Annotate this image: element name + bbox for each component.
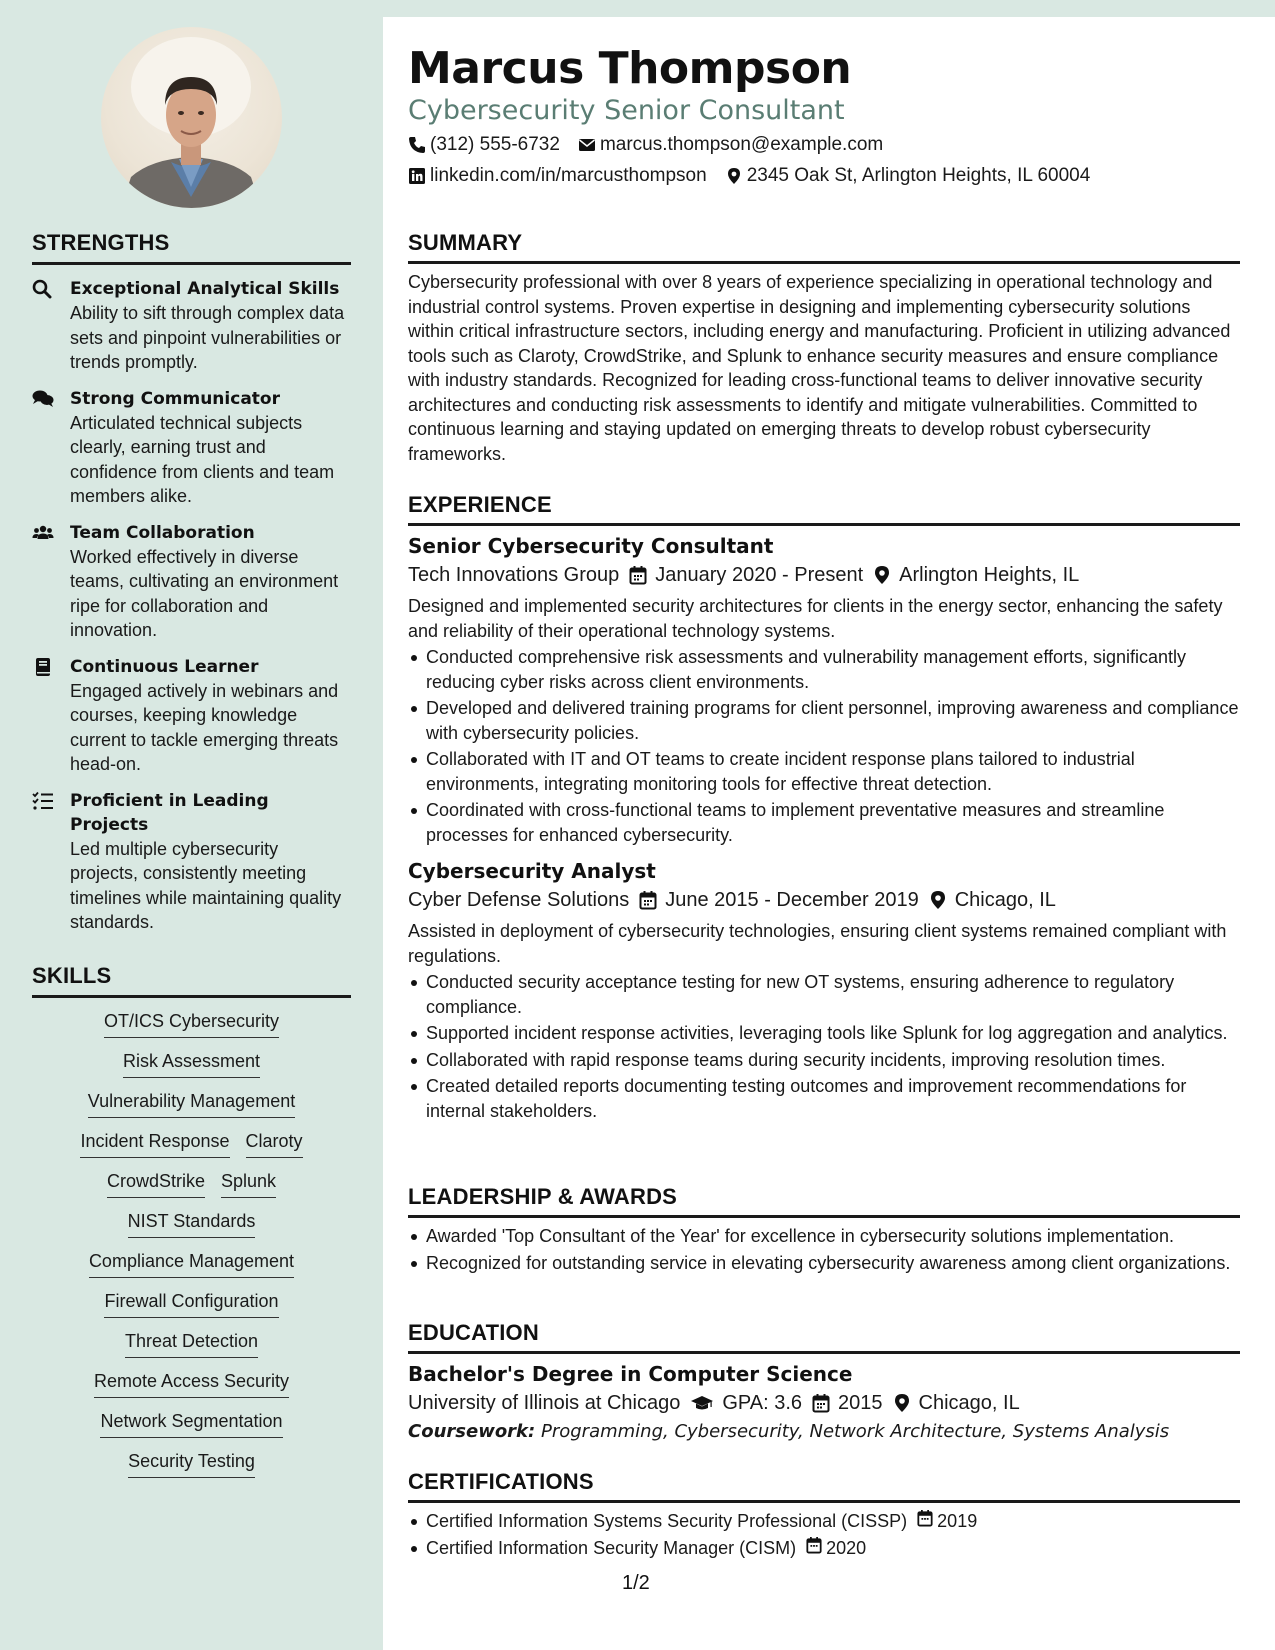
strength-title: Team Collaboration xyxy=(70,522,255,543)
strength-item xyxy=(32,387,351,509)
location-pin-icon xyxy=(893,1393,911,1413)
strength-desc: Worked effectively in diverse teams, cultivating an environment ripe for collaboration and innovation. xyxy=(70,546,339,640)
strength-desc: Articulated technical subjects clearly, earning trust and confidence from clients and team members alike. xyxy=(70,412,335,506)
certifications-heading: CERTIFICATIONS xyxy=(408,1469,1240,1503)
strength-desc: Led multiple cybersecurity projects, consistently meeting timelines while maintaining quality standards. xyxy=(70,838,342,932)
linkedin-contact[interactable] xyxy=(408,165,707,187)
experience-heading: EXPERIENCE xyxy=(408,492,1240,526)
skills-list xyxy=(32,1009,351,1478)
strengths-heading: STRENGTHS xyxy=(32,230,351,265)
calendar-icon xyxy=(806,1536,822,1561)
certifications-section xyxy=(408,1469,1240,1560)
award-item: Awarded 'Top Consultant of the Year' for excellence in cybersecurity solutions implementation. xyxy=(408,1224,1240,1249)
strength-item xyxy=(32,277,351,375)
certifications-list xyxy=(408,1509,1240,1560)
coursework xyxy=(408,1418,1240,1446)
job-location xyxy=(873,560,1079,590)
coursework-text: Programming, Cybersecurity, Network Architecture, Systems Analysis xyxy=(540,1421,1170,1442)
address-text: 2345 Oak St, Arlington Heights, IL 60004 xyxy=(746,165,1091,186)
leadership-section xyxy=(408,1184,1240,1275)
location-pin-icon xyxy=(929,890,947,910)
education-heading: EDUCATION xyxy=(408,1320,1240,1354)
graduation-year xyxy=(812,1388,883,1418)
job-bullet: Coordinated with cross-functional teams to implement preventative measures and streamline processes for enhanced cybersecurity. xyxy=(408,798,1240,847)
strength-desc: Ability to sift through complex data sets and pinpoint vulnerabilities or trends promptly. xyxy=(70,303,345,372)
company-name: Cyber Defense Solutions xyxy=(408,889,630,911)
job-location-text: Arlington Heights, IL xyxy=(899,564,1080,586)
sidebar xyxy=(0,0,383,1650)
skill-tag: Threat Detection xyxy=(125,1329,258,1358)
company-name: Tech Innovations Group xyxy=(408,564,620,586)
education-location-text: Chicago, IL xyxy=(918,1392,1020,1414)
envelope-icon xyxy=(578,136,596,154)
certification-item xyxy=(408,1536,1240,1561)
award-item: Recognized for outstanding service in elevating cybersecurity awareness among client organizations. xyxy=(408,1251,1240,1276)
phone-contact xyxy=(408,134,560,156)
job-bullets xyxy=(408,970,1240,1123)
skill-tag: Security Testing xyxy=(128,1449,255,1478)
experience-section xyxy=(408,492,1240,1123)
job-title: Cybersecurity Analyst xyxy=(408,859,656,883)
job-bullet: Collaborated with IT and OT teams to create incident response plans tailored to industrial environments, integrating monitoring tools for effective threat detection. xyxy=(408,747,1240,796)
leadership-heading: LEADERSHIP & AWARDS xyxy=(408,1184,1240,1218)
checklist-icon xyxy=(32,791,54,811)
degree-title: Bachelor's Degree in Computer Science xyxy=(408,1362,853,1386)
job-description: Assisted in deployment of cybersecurity technologies, ensuring client systems remained compliant with regulations. xyxy=(408,921,1227,966)
skill-tag: Incident Response xyxy=(80,1129,229,1158)
certification-date xyxy=(917,1509,977,1534)
skill-tag: Risk Assessment xyxy=(123,1049,260,1078)
strength-item xyxy=(32,789,351,935)
year-text: 2015 xyxy=(838,1392,883,1414)
certification-year: 2019 xyxy=(937,1511,978,1531)
calendar-icon xyxy=(629,565,647,585)
strength-item xyxy=(32,655,351,777)
job-bullet: Conducted security acceptance testing for new OT systems, ensuring adherence to regulatory compliance. xyxy=(408,970,1240,1019)
certification-year: 2020 xyxy=(826,1537,867,1558)
skill-tag: Firewall Configuration xyxy=(104,1289,278,1318)
strength-item xyxy=(32,521,351,643)
skill-tag: Compliance Management xyxy=(89,1249,294,1278)
skill-tag: Claroty xyxy=(246,1129,303,1158)
strength-desc: Engaged actively in webinars and courses, keeping knowledge current to tackle emerging threats head-on. xyxy=(70,680,339,774)
page-number: 1/2 xyxy=(622,1572,650,1594)
strength-title: Exceptional Analytical Skills xyxy=(70,279,340,299)
summary-section xyxy=(408,230,1240,466)
people-group-icon xyxy=(32,523,54,543)
skills-section xyxy=(32,963,351,1478)
certification-item xyxy=(408,1509,1240,1534)
education-meta xyxy=(408,1388,1240,1418)
certification-name: Certified Information Systems Security Professional (CISSP) xyxy=(426,1511,908,1531)
profile-photo xyxy=(101,27,282,208)
search-icon xyxy=(32,279,54,299)
education-section xyxy=(408,1320,1240,1446)
leadership-list xyxy=(408,1224,1240,1275)
skill-tag: CrowdStrike xyxy=(107,1169,205,1198)
location-pin-icon xyxy=(873,565,891,585)
job-location xyxy=(929,885,1056,915)
strength-title: Proficient in Leading Projects xyxy=(70,790,269,835)
strengths-section xyxy=(32,230,351,935)
skills-heading: SKILLS xyxy=(32,963,351,998)
job-title: Senior Cybersecurity Consultant xyxy=(408,534,774,558)
job-entry xyxy=(408,532,1240,847)
job-bullet: Created detailed reports documenting testing outcomes and improvement recommendations for internal stakeholders. xyxy=(408,1074,1240,1123)
calendar-icon xyxy=(812,1393,830,1413)
job-dates xyxy=(639,885,919,915)
certification-date xyxy=(806,1536,866,1561)
email-text: marcus.thompson@example.com xyxy=(599,134,884,155)
summary-heading: SUMMARY xyxy=(408,230,1240,264)
education-location xyxy=(893,1388,1020,1418)
linkedin-icon xyxy=(408,167,426,185)
contact-line-1 xyxy=(408,134,883,156)
calendar-icon xyxy=(917,1509,933,1534)
skill-tag: OT/ICS Cybersecurity xyxy=(104,1009,279,1038)
skill-tag: Vulnerability Management xyxy=(88,1089,295,1118)
summary-text: Cybersecurity professional with over 8 years of experience specializing in operational technology and industrial control systems. Proven expertise in designing and implementing cybersecurity solutions within critical infrastructure sectors, including energy and manufacturing. Proficient in utilizing advanced tools such as Claroty, CrowdStrike, and Splunk to enhance security measures and ensure compliance with industry standards. Recognized for leading cross-functional teams to deliver innovative security architectures and conducting risk assessments to identify and mitigate vulnerabilities. Committed to continuous learning and staying updated on emerging threats to develop robust cybersecurity frameworks. xyxy=(408,272,1231,464)
skill-tag: NIST Standards xyxy=(128,1209,256,1238)
certification-name: Certified Information Security Manager (CISM) xyxy=(426,1537,797,1558)
job-bullet: Supported incident response activities, leveraging tools like Splunk for log aggregation and analytics. xyxy=(408,1021,1240,1046)
candidate-title: Cybersecurity Senior Consultant xyxy=(408,95,845,126)
job-meta xyxy=(408,885,1240,915)
graduation-cap-icon xyxy=(690,1393,714,1413)
coursework-label: Coursework: xyxy=(408,1421,536,1442)
skill-tag: Network Segmentation xyxy=(100,1409,282,1438)
job-dates-text: June 2015 - December 2019 xyxy=(665,889,919,911)
gpa-text: GPA: 3.6 xyxy=(722,1392,803,1414)
job-meta xyxy=(408,560,1240,590)
job-bullets xyxy=(408,645,1240,847)
location-pin-icon xyxy=(725,167,743,185)
book-icon xyxy=(32,657,54,677)
gpa xyxy=(690,1388,802,1418)
job-location-text: Chicago, IL xyxy=(954,889,1056,911)
strength-title: Strong Communicator xyxy=(70,388,280,409)
address-contact xyxy=(725,165,1091,187)
skill-tag: Remote Access Security xyxy=(94,1369,289,1398)
job-dates xyxy=(629,560,863,590)
candidate-name: Marcus Thompson xyxy=(408,43,852,94)
linkedin-text: linkedin.com/in/marcusthompson xyxy=(430,165,707,186)
phone-icon xyxy=(408,136,426,154)
phone-text: (312) 555-6732 xyxy=(430,134,560,155)
calendar-icon xyxy=(639,890,657,910)
contact-line-2 xyxy=(408,165,1090,187)
job-bullet: Collaborated with rapid response teams during security incidents, improving resolution times. xyxy=(408,1048,1240,1073)
job-bullet: Developed and delivered training programs for client personnel, improving awareness and compliance with cybersecurity policies. xyxy=(408,696,1240,745)
job-entry xyxy=(408,857,1240,1123)
school-name: University of Illinois at Chicago xyxy=(408,1392,681,1414)
job-bullet: Conducted comprehensive risk assessments and vulnerability management efforts, significantly reducing cyber risks across client environments. xyxy=(408,645,1240,694)
strength-title: Continuous Learner xyxy=(70,656,259,677)
chat-bubbles-icon xyxy=(32,389,54,409)
email-contact[interactable] xyxy=(578,134,883,156)
skill-tag: Splunk xyxy=(221,1169,276,1198)
job-description: Designed and implemented security architectures for clients in the energy sector, enhancing the safety and reliability of their operational technology systems. xyxy=(408,596,1223,641)
job-dates-text: January 2020 - Present xyxy=(655,564,864,586)
